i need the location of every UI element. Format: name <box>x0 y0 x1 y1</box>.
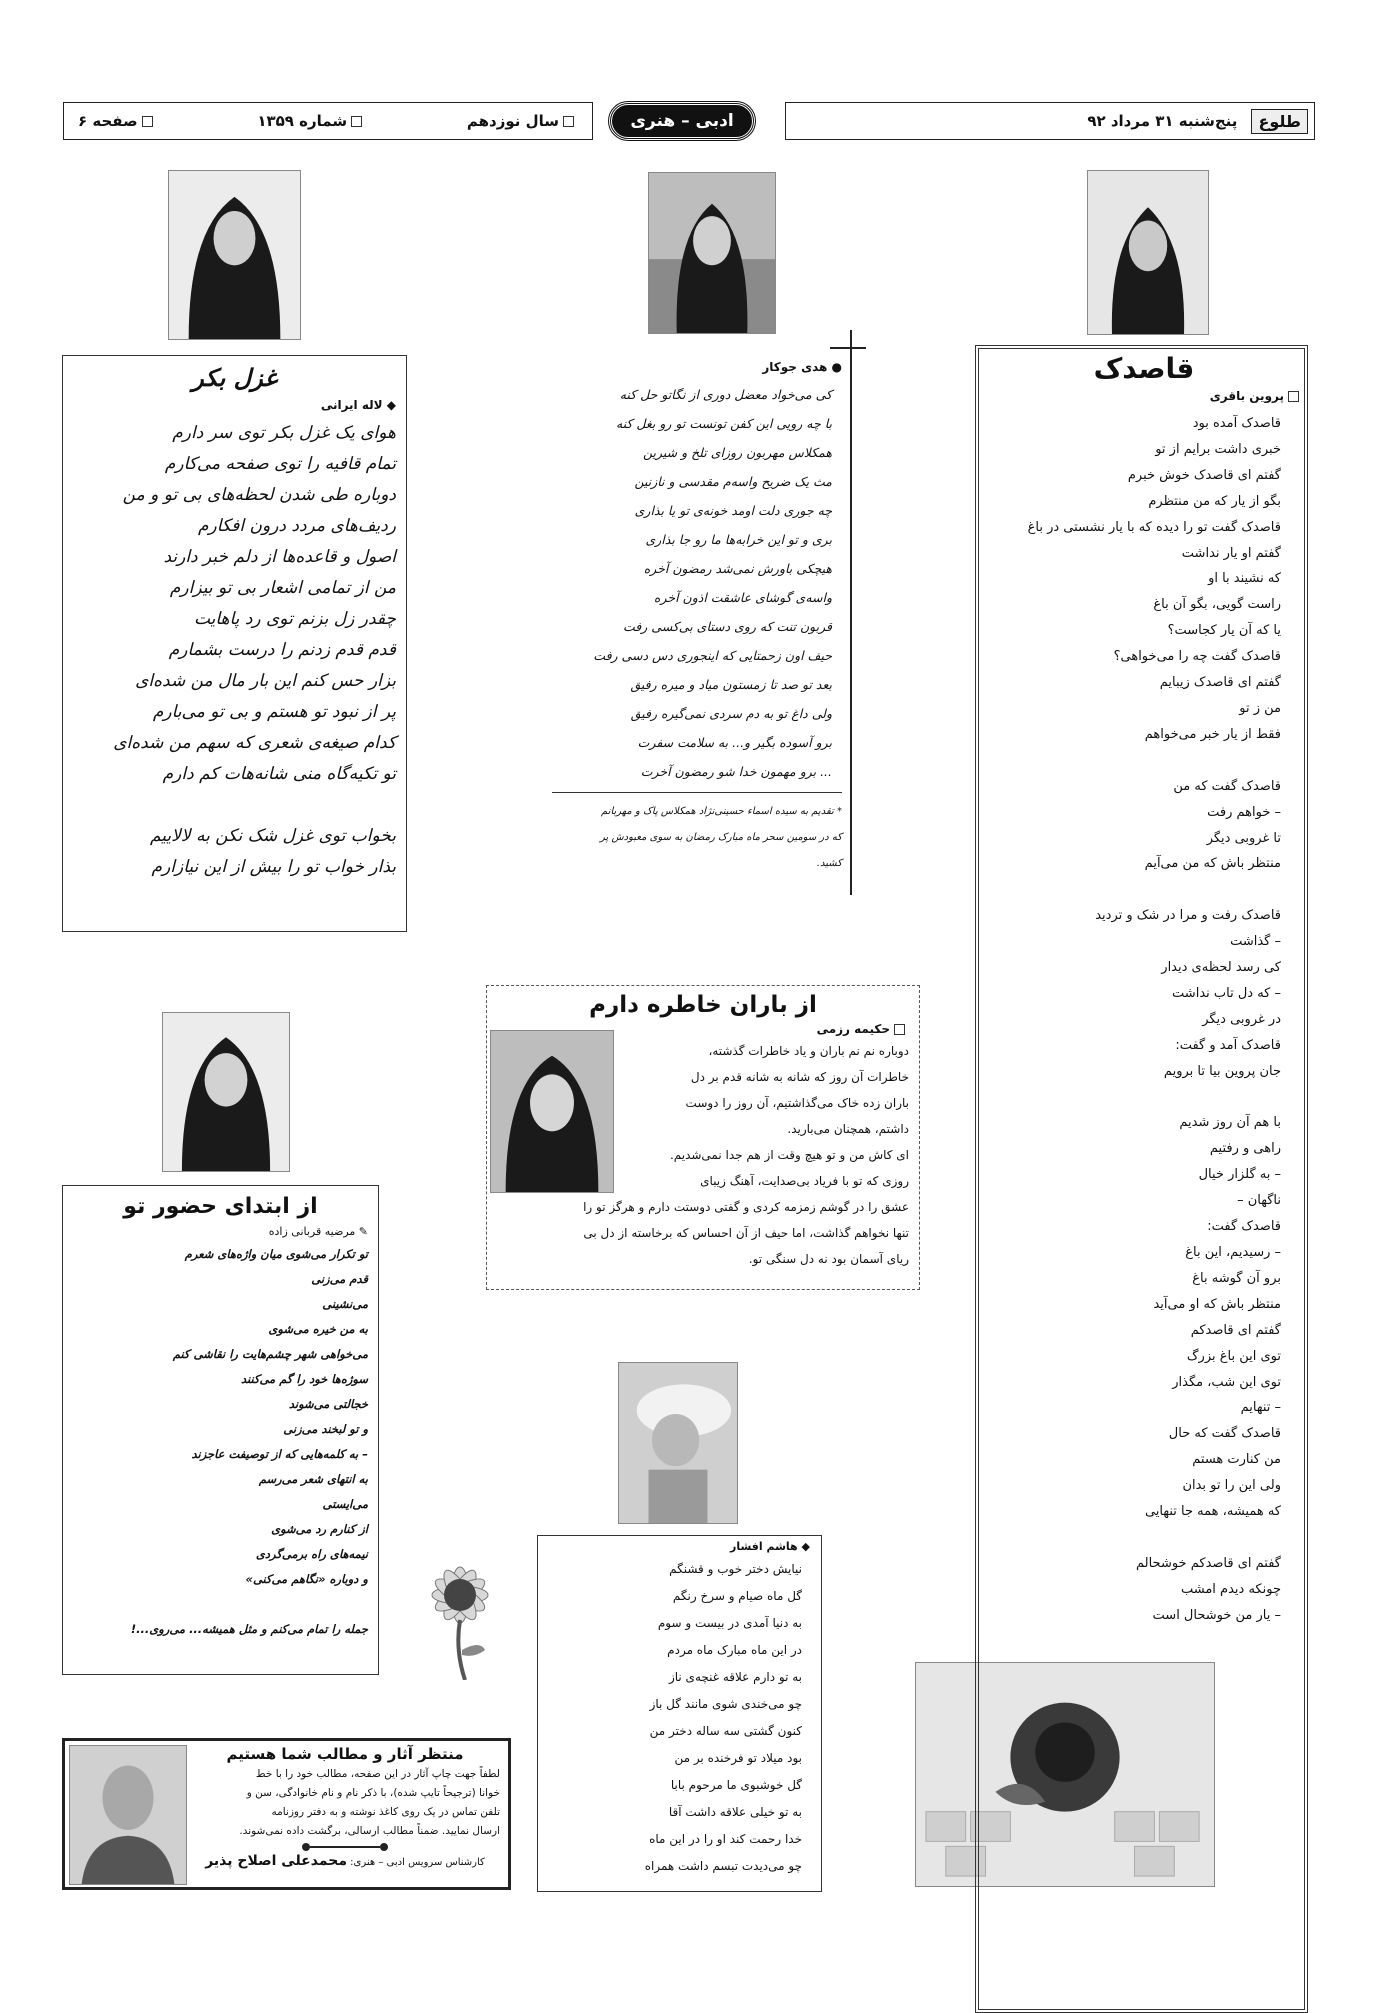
poem-line: ولی داغ تو به دم سردی نمی‌گیره رفیق <box>630 706 832 721</box>
poem-line: بزار حس کنم این بار مال من شده‌ای <box>135 671 396 691</box>
poem-line: جان پروین بیا تا برویم <box>1163 1063 1281 1079</box>
poem-line: به انتهای شعر می‌رسم <box>258 1472 368 1486</box>
poem-line: هوای یک غزل بکر توی سر دارم <box>172 423 396 443</box>
poem-line: دوباره طی شدن لحظه‌های بی تو و من <box>122 485 396 505</box>
poem-line: قاصدک گفت که من <box>1173 778 1281 794</box>
portrait-marzieh <box>162 1012 290 1172</box>
poem-line: – رسیدیم، این باغ <box>1185 1245 1281 1260</box>
prose-line: ای کاش من و تو هیچ وقت از هم جدا نمی‌شدیم. <box>669 1148 909 1162</box>
poem-line: قاصدک آمد و گفت: <box>1175 1037 1281 1053</box>
poem-line: نیایش دختر خوب و قشنگم <box>669 1562 802 1576</box>
poem-line <box>985 877 1281 903</box>
poem-line: قاصدک گفت تو را دیده که با یار نشستی در باغ <box>1027 519 1281 535</box>
poem-line: جمله را تمام می‌کنم و مثل همیشه... می‌روی...! <box>130 1622 368 1636</box>
poem-line: خدا رحمت کند او را در این ماه <box>649 1832 802 1846</box>
poem-line: قدم می‌زنی <box>311 1272 368 1286</box>
poem-line: منتظر باش که او می‌آید <box>1153 1296 1281 1312</box>
poem-line: برو آن گوشه باغ <box>1192 1270 1281 1286</box>
poem-line: توی این باغ بزرگ <box>1186 1348 1281 1364</box>
poem-line: گفتم ای قاصدکم <box>1190 1322 1281 1338</box>
poem-line: ناگهان – <box>1237 1193 1281 1209</box>
poem-line: اصول و قاعده‌ها از دلم خبر دارند <box>163 547 396 567</box>
column-rule <box>850 330 852 895</box>
poem-line: من از تمامی اشعار بی تو بیزارم <box>169 578 396 598</box>
editor-notice <box>62 1738 511 1890</box>
poem-line: – که دل تاب نداشت <box>1172 985 1281 1001</box>
portrait-laleh <box>168 170 301 340</box>
poem-line: از کنارم رد می‌شوی <box>271 1522 368 1536</box>
poem-line: در این ماه مبارک ماه مردم <box>667 1643 802 1657</box>
prose-line: تنها نخواهم گذاشت، اما حیف از آن احساس که برخاسته از دل بی‌ <box>583 1226 909 1240</box>
poem-line: گل ماه صیام و سرخ رنگم <box>672 1589 802 1603</box>
poem-line: همکلاس مهربون روزای تلخ و شیرین <box>642 445 832 460</box>
poem-title: قاصدک <box>1093 352 1195 385</box>
section-title: ادبی – هنری <box>609 102 754 140</box>
section-title-box <box>593 102 771 140</box>
prose-baran <box>486 985 920 1290</box>
poem-line: تمام قافیه را توی صفحه می‌کارم <box>164 454 396 474</box>
poem-line: نیمه‌های راه برمی‌گردی <box>255 1547 368 1561</box>
prose-line: خاطرات آن روز که شانه به شانه قدم بر دل <box>690 1070 909 1084</box>
poem-lines <box>985 411 1303 1629</box>
notice-line: تلفن تماس در یک روی کاغذ نوشته و به دفتر روزنامه <box>271 1806 500 1818</box>
bullet-square-icon <box>351 116 362 127</box>
prose-title: از باران خاطره دارم <box>589 992 817 1018</box>
poem-line: فقط از یار خبر می‌خواهم <box>1144 726 1281 742</box>
poem-line: منتظر باش که من می‌آیم <box>1144 856 1281 872</box>
poem-line: که همیشه، همه جا تنهایی <box>1144 1504 1281 1520</box>
poem-line: خبری داشت برایم از تو <box>1155 441 1281 457</box>
notice-divider <box>190 1843 500 1851</box>
issue-info-box <box>63 102 593 140</box>
poem-line: سوژه‌ها خود را گم می‌کنند <box>241 1372 368 1386</box>
poem-line: قاصدک رفت و مرا در شک و تردید <box>1095 908 1281 924</box>
poem-line <box>985 1085 1281 1111</box>
poem-line: حیف اون زحمتایی که اینجوری دس دسی رفت <box>593 648 832 663</box>
poem-lines <box>73 418 396 883</box>
poem-title: غزل بکر <box>192 364 277 392</box>
checkbox-icon <box>894 1024 905 1035</box>
poem-line: به دنیا آمدی در بیست و سوم <box>657 1616 802 1630</box>
poem-line: چو می‌خندی شوی مانند گل باز <box>649 1697 802 1711</box>
poem-ghasedak-content <box>985 352 1303 1629</box>
poem-lines <box>540 380 842 786</box>
dedication-note <box>540 799 842 877</box>
poem-line: بگو از یار که من منتظرم <box>1148 493 1281 509</box>
poem-line: و تو لبخند می‌زنی <box>283 1422 368 1436</box>
prose-line: دوباره نم نم باران و یاد خاطرات گذشته، <box>708 1044 909 1058</box>
poem-line: می‌نشینی <box>322 1297 368 1311</box>
divider <box>552 792 842 793</box>
poem-line: – خواهم رفت <box>1207 804 1281 820</box>
poem-line <box>985 1525 1281 1551</box>
poem-line: به من خیره می‌شوی <box>268 1322 368 1336</box>
poem-line: بری و تو این خرابه‌ها ما رو جا بذاری <box>645 532 832 547</box>
prose-line: عشق را در گوشم زمزمه کردی و گفتی دوستت دارم و هرگز تو را <box>583 1200 909 1214</box>
dedication-line: * تقدیم به سیده اسماء حسینی‌نژاد همکلاس پاک و مهربانم <box>601 806 842 817</box>
poem-line: راهی و رفتیم <box>1209 1141 1281 1157</box>
poem-line: تو تکیه‌گاه منی شانه‌هات کم دارم <box>162 764 396 784</box>
poem-line: گل خوشبوی ما مرحوم بابا <box>670 1778 802 1792</box>
bullet-square-icon <box>563 116 574 127</box>
poem-author: ◆ هاشم افشار <box>730 1540 810 1553</box>
poem-line <box>73 790 396 821</box>
checkbox-icon <box>1288 391 1299 402</box>
poem-line: قاصدک آمده بود <box>1192 416 1281 431</box>
poem-hoda <box>540 360 842 877</box>
poem-line: ولی این را تو بدان <box>1182 1478 1281 1494</box>
notice-line: لطفاً جهت چاپ آثار در این صفحه، مطالب خود را با خط <box>255 1768 500 1780</box>
page-number: صفحه ۶ <box>78 112 157 130</box>
column-rule <box>830 347 866 349</box>
poem-hozur <box>62 1185 379 1675</box>
poem-line: هیچکی باورش نمی‌شد رمضون آخره <box>643 561 832 576</box>
poem-line: با چه رویی این کفن تونست تو رو بغل کنه <box>616 416 832 431</box>
poem-line: تو تکرار می‌شوی میان واژه‌های شعرم <box>184 1247 368 1261</box>
poem-line: بذار خواب تو را بیش از این نیازارم <box>151 857 396 877</box>
poem-title: از ابتدای حضور تو <box>123 1194 318 1219</box>
notice-signature: کارشناس سرویس ادبی – هنری: محمدعلی اصلاح پذیر <box>205 1853 485 1869</box>
editor-photo <box>69 1745 187 1885</box>
dedication-line: کشید. <box>816 858 842 869</box>
poem-line: گفتم ای قاصدک زیبایم <box>1159 675 1281 691</box>
date-box <box>785 102 1315 140</box>
prose-author: حکیمه رزمی <box>497 1022 909 1036</box>
issue-number: شماره ۱۳۵۹ <box>257 112 366 130</box>
prose-line: باران زده خاک می‌گذاشتیم، آن روز را دوست <box>685 1096 909 1110</box>
poem-line: کی رسد لحظه‌ی دیدار <box>1161 960 1281 976</box>
poem-line: در غروبی دیگر <box>1202 1011 1281 1027</box>
poem-line <box>73 1592 368 1617</box>
poem-line: می‌ایستی <box>322 1497 368 1511</box>
prose-line: روزی که تو با فریاد بی‌صدایت، آهنگ زیبای <box>700 1174 909 1188</box>
poem-line: من ز تو <box>1239 700 1281 716</box>
poem-line: قاصدک گفت چه را می‌خواهی؟ <box>1113 649 1281 665</box>
poem-line: ... برو مهمون خدا شو رمضون آخرت <box>640 764 832 779</box>
prose-line: ریای آسمان بود نه دل سنگی تو. <box>748 1252 909 1266</box>
portrait-parvin <box>1087 170 1209 335</box>
poem-line: تا غروبی دیگر <box>1206 830 1281 846</box>
poem-line: مث یک ضریح واسه‌م مقدسی و نازنین <box>634 474 832 489</box>
poem-line: بود میلاد تو فرخنده بر من <box>674 1751 802 1765</box>
poem-line: چو می‌دیدت تبسم داشت همراه <box>644 1859 802 1873</box>
poem-line: واسه‌ی گوشای عاشقت اذون آخره <box>653 590 832 605</box>
prose-line: داشتم، همچنان می‌بارید. <box>787 1122 909 1136</box>
poem-line: به تو خیلی علاقه داشت آقا <box>668 1805 802 1819</box>
poem-line: قربون تنت که روی دستای بی‌کسی رفت <box>623 619 832 634</box>
notice-title: منتظر آثار و مطالب شما هستیم <box>226 1745 464 1763</box>
poem-author: ✎ مرضیه قربانی زاده <box>268 1225 368 1238</box>
diamond-icon: ◆ <box>386 398 396 412</box>
poem-line: قدم قدم زدنم را درست بشمارم <box>168 640 396 660</box>
poem-line: قاصدک گفت که حال <box>1168 1426 1281 1442</box>
bullet-dot-icon: ● <box>831 360 842 374</box>
photo-child-niayesh <box>618 1362 738 1524</box>
poem-line: – تنهایم <box>1240 1400 1281 1416</box>
year-label: سال نوزدهم <box>467 112 578 130</box>
poem-line: به تو دارم علاقه غنچه‌ی ناز <box>668 1670 802 1684</box>
pen-icon: ✎ <box>358 1225 368 1238</box>
issue-date: پنج‌شنبه ۳۱ مرداد ۹۲ <box>1087 112 1238 130</box>
poem-line: یا که آن یار کجاست؟ <box>1167 623 1281 639</box>
poem-lines <box>540 1556 822 1880</box>
poem-line: که نشیند با او <box>1208 571 1281 587</box>
poem-line: من کنارت هستم <box>1192 1452 1281 1468</box>
poem-line: بخواب توی غزل شک نکن به لالاییم <box>149 826 396 846</box>
poem-author: ◆ لاله ایرانی <box>320 398 396 412</box>
poem-line: راست گویی، بگو آن باغ <box>1153 597 1281 613</box>
sunflower-image <box>405 1540 515 1680</box>
notice-text <box>190 1765 500 1841</box>
poem-line: با هم آن روز شدیم <box>1179 1115 1281 1131</box>
poem-line: کی می‌خواد معضل دوری از نگاتو حل کنه <box>619 387 832 402</box>
dedication-line: که در سومین سحر ماه مبارک رمضان به سوی معبودش پر <box>599 832 842 843</box>
notice-line: خوانا (ترجیحاً تایپ شده)، با ذکر نام و نام خانوادگی، سن و <box>246 1787 500 1799</box>
poem-line: – به کلمه‌هایی که از توصیفت عاجزند <box>191 1447 368 1461</box>
poem-hashem-author <box>540 1540 810 1553</box>
prose-lines <box>497 1038 909 1272</box>
poem-line: – به گلزار خیال <box>1198 1167 1281 1183</box>
newspaper-logo: طلوع <box>1251 109 1308 134</box>
poem-line: می‌خواهی شهر چشم‌هایت را نقاشی کنم <box>172 1347 368 1361</box>
poem-line: گفتم او یار نداشت <box>1181 545 1281 561</box>
poem-line: و دوباره «نگاهم می‌کنی» <box>245 1572 368 1586</box>
poem-line: پر از نبود تو هستم و بی تو می‌بارم <box>152 702 396 722</box>
poem-line: برو آسوده بگیر و... به سلامت سفرت <box>637 735 832 750</box>
poem-line: – گذاشت <box>1230 934 1281 950</box>
diamond-icon: ◆ <box>801 1540 810 1553</box>
poem-line: گفتم ای قاصدک خوش خبرم <box>1127 467 1281 483</box>
notice-body <box>190 1745 500 1869</box>
poem-lines <box>73 1242 368 1642</box>
poem-line: چقدر زل بزنم توی رد پاهایت <box>193 609 396 629</box>
poem-line: خجالتی می‌شوند <box>288 1397 368 1411</box>
poem-ghazal <box>62 355 407 932</box>
poem-line: چونکه دیدم امشب <box>1180 1581 1281 1597</box>
poem-line: قاصدک گفت: <box>1207 1219 1281 1235</box>
poem-line: بعد تو صد تا زمستون میاد و میره رفیق <box>630 677 832 692</box>
poem-author: پروین باقری <box>985 389 1303 403</box>
poem-line: – یار من خوشحال است <box>1152 1607 1281 1623</box>
poem-line: چه جوری دلت اومد خونه‌ی تو یا بذاری <box>634 503 832 518</box>
notice-line: ارسال نمایید. ضمناً مطالب ارسالی، برگشت داده نمی‌شوند. <box>239 1825 500 1837</box>
masthead <box>63 102 1315 142</box>
bullet-square-icon <box>142 116 153 127</box>
poem-line: توی این شب، مگذار <box>1172 1374 1281 1390</box>
poem-line <box>985 748 1281 774</box>
poem-line: کنون گشتی سه ساله دختر من <box>649 1724 802 1738</box>
poem-author: ● هدی جوکار <box>762 360 842 374</box>
poem-line: کدام صیغه‌ی شعری که سهم من شده‌ای <box>113 733 396 753</box>
portrait-hoda <box>648 172 776 334</box>
poem-line: گفتم ای قاصدکم خوشحالم <box>1135 1555 1281 1571</box>
poem-line: ردیف‌های مردد درون افکارم <box>197 516 396 536</box>
